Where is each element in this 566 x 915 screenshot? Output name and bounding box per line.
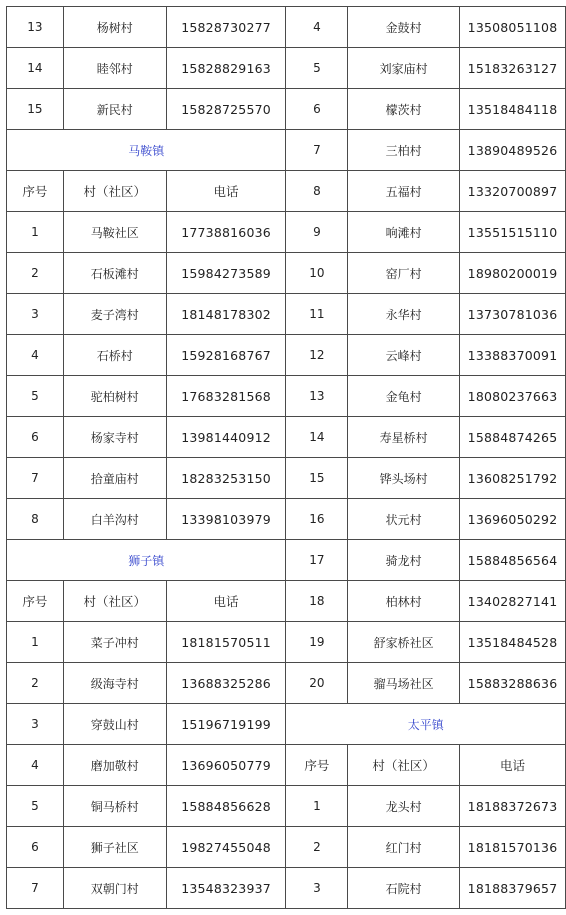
right-phone-cell: 13388370091 bbox=[460, 335, 566, 376]
right-village-cell: 金龟村 bbox=[348, 376, 460, 417]
table-row bbox=[7, 581, 566, 622]
left-seq-cell: 2 bbox=[7, 253, 64, 294]
column-header-seq: 序号 bbox=[7, 581, 64, 622]
right-village-cell: 刘家庙村 bbox=[348, 48, 460, 89]
column-header-phone: 电话 bbox=[460, 745, 566, 786]
right-seq-cell: 5 bbox=[286, 48, 348, 89]
right-village-cell: 龙头村 bbox=[348, 786, 460, 827]
table-row bbox=[7, 7, 566, 48]
left-seq-cell: 14 bbox=[7, 48, 64, 89]
column-header-village: 村（社区） bbox=[348, 745, 460, 786]
left-village-cell: 菜子冲村 bbox=[63, 622, 166, 663]
left-phone-cell: 13548323937 bbox=[166, 868, 286, 909]
right-phone-cell: 13518484118 bbox=[460, 89, 566, 130]
right-village-cell: 三柏村 bbox=[348, 130, 460, 171]
right-village-cell: 响滩村 bbox=[348, 212, 460, 253]
left-village-cell: 马鞍社区 bbox=[63, 212, 166, 253]
right-seq-cell: 14 bbox=[286, 417, 348, 458]
right-seq-cell: 2 bbox=[286, 827, 348, 868]
table-row bbox=[7, 622, 566, 663]
right-phone-cell: 18080237663 bbox=[460, 376, 566, 417]
table-row bbox=[7, 458, 566, 499]
right-village-cell: 五福村 bbox=[348, 171, 460, 212]
left-phone-cell: 17738816036 bbox=[166, 212, 286, 253]
left-village-cell: 新民村 bbox=[63, 89, 166, 130]
table-row bbox=[7, 786, 566, 827]
left-village-cell: 双朝门村 bbox=[63, 868, 166, 909]
left-phone-cell: 15828829163 bbox=[166, 48, 286, 89]
table-row bbox=[7, 376, 566, 417]
right-phone-cell: 13608251792 bbox=[460, 458, 566, 499]
left-village-cell: 狮子社区 bbox=[63, 827, 166, 868]
table-row bbox=[7, 745, 566, 786]
right-phone-cell: 13890489526 bbox=[460, 130, 566, 171]
town-heading-maan: 马鞍镇 bbox=[7, 130, 286, 171]
left-village-cell: 白羊沟村 bbox=[63, 499, 166, 540]
table-row bbox=[7, 130, 566, 171]
left-village-cell: 杨树村 bbox=[63, 7, 166, 48]
right-seq-cell: 13 bbox=[286, 376, 348, 417]
right-seq-cell: 15 bbox=[286, 458, 348, 499]
left-village-cell: 睦邻村 bbox=[63, 48, 166, 89]
right-phone-cell: 18188379657 bbox=[460, 868, 566, 909]
right-phone-cell: 15884856564 bbox=[460, 540, 566, 581]
left-village-cell: 麦子湾村 bbox=[63, 294, 166, 335]
left-seq-cell: 1 bbox=[7, 212, 64, 253]
right-phone-cell: 15883288636 bbox=[460, 663, 566, 704]
right-seq-cell: 18 bbox=[286, 581, 348, 622]
left-village-cell: 穿鼓山村 bbox=[63, 704, 166, 745]
left-seq-cell: 3 bbox=[7, 294, 64, 335]
table-row bbox=[7, 868, 566, 909]
left-seq-cell: 1 bbox=[7, 622, 64, 663]
left-phone-cell: 15884856628 bbox=[166, 786, 286, 827]
right-seq-cell: 6 bbox=[286, 89, 348, 130]
right-phone-cell: 13730781036 bbox=[460, 294, 566, 335]
table-row bbox=[7, 417, 566, 458]
left-phone-cell: 18148178302 bbox=[166, 294, 286, 335]
table-row bbox=[7, 89, 566, 130]
left-phone-cell: 15984273589 bbox=[166, 253, 286, 294]
left-phone-cell: 13688325286 bbox=[166, 663, 286, 704]
left-seq-cell: 4 bbox=[7, 745, 64, 786]
table-row bbox=[7, 827, 566, 868]
right-village-cell: 窑厂村 bbox=[348, 253, 460, 294]
left-village-cell: 铜马桥村 bbox=[63, 786, 166, 827]
left-phone-cell: 13696050779 bbox=[166, 745, 286, 786]
table-row bbox=[7, 171, 566, 212]
left-seq-cell: 6 bbox=[7, 417, 64, 458]
right-village-cell: 寿星桥村 bbox=[348, 417, 460, 458]
right-seq-cell: 11 bbox=[286, 294, 348, 335]
table-row bbox=[7, 294, 566, 335]
table-row bbox=[7, 499, 566, 540]
right-phone-cell: 13508051108 bbox=[460, 7, 566, 48]
village-contact-table bbox=[6, 6, 566, 909]
left-seq-cell: 5 bbox=[7, 376, 64, 417]
right-seq-cell: 17 bbox=[286, 540, 348, 581]
left-seq-cell: 7 bbox=[7, 868, 64, 909]
right-seq-cell: 16 bbox=[286, 499, 348, 540]
table-row bbox=[7, 212, 566, 253]
right-village-cell: 永华村 bbox=[348, 294, 460, 335]
left-seq-cell: 2 bbox=[7, 663, 64, 704]
left-phone-cell: 15196719199 bbox=[166, 704, 286, 745]
left-phone-cell: 17683281568 bbox=[166, 376, 286, 417]
right-seq-cell: 7 bbox=[286, 130, 348, 171]
left-seq-cell: 6 bbox=[7, 827, 64, 868]
right-seq-cell: 9 bbox=[286, 212, 348, 253]
right-seq-cell: 4 bbox=[286, 7, 348, 48]
contact-table-sheet bbox=[6, 6, 566, 909]
right-village-cell: 石院村 bbox=[348, 868, 460, 909]
left-seq-cell: 5 bbox=[7, 786, 64, 827]
left-seq-cell: 4 bbox=[7, 335, 64, 376]
column-header-seq: 序号 bbox=[286, 745, 348, 786]
table-row bbox=[7, 253, 566, 294]
left-village-cell: 驼柏树村 bbox=[63, 376, 166, 417]
left-phone-cell: 15828730277 bbox=[166, 7, 286, 48]
left-seq-cell: 3 bbox=[7, 704, 64, 745]
column-header-seq: 序号 bbox=[7, 171, 64, 212]
column-header-phone: 电话 bbox=[166, 171, 286, 212]
right-phone-cell: 15884874265 bbox=[460, 417, 566, 458]
left-phone-cell: 19827455048 bbox=[166, 827, 286, 868]
right-phone-cell: 13696050292 bbox=[460, 499, 566, 540]
right-phone-cell: 13551515110 bbox=[460, 212, 566, 253]
table-row bbox=[7, 540, 566, 581]
right-village-cell: 骑龙村 bbox=[348, 540, 460, 581]
left-phone-cell: 13398103979 bbox=[166, 499, 286, 540]
left-phone-cell: 18181570511 bbox=[166, 622, 286, 663]
left-village-cell: 石桥村 bbox=[63, 335, 166, 376]
right-phone-cell: 18188372673 bbox=[460, 786, 566, 827]
table-row bbox=[7, 335, 566, 376]
right-seq-cell: 8 bbox=[286, 171, 348, 212]
town-heading-shizi: 狮子镇 bbox=[7, 540, 286, 581]
town-heading-taiping: 太平镇 bbox=[286, 704, 566, 745]
left-seq-cell: 8 bbox=[7, 499, 64, 540]
right-phone-cell: 15183263127 bbox=[460, 48, 566, 89]
right-phone-cell: 13518484528 bbox=[460, 622, 566, 663]
right-village-cell: 红门村 bbox=[348, 827, 460, 868]
table-row bbox=[7, 704, 566, 745]
left-seq-cell: 15 bbox=[7, 89, 64, 130]
right-village-cell: 檬茨村 bbox=[348, 89, 460, 130]
left-village-cell: 级海寺村 bbox=[63, 663, 166, 704]
left-village-cell: 磨加敬村 bbox=[63, 745, 166, 786]
right-phone-cell: 18181570136 bbox=[460, 827, 566, 868]
right-phone-cell: 13320700897 bbox=[460, 171, 566, 212]
column-header-phone: 电话 bbox=[166, 581, 286, 622]
left-phone-cell: 13981440912 bbox=[166, 417, 286, 458]
left-phone-cell: 18283253150 bbox=[166, 458, 286, 499]
right-seq-cell: 10 bbox=[286, 253, 348, 294]
right-seq-cell: 19 bbox=[286, 622, 348, 663]
left-phone-cell: 15828725570 bbox=[166, 89, 286, 130]
right-phone-cell: 13402827141 bbox=[460, 581, 566, 622]
left-village-cell: 石板滩村 bbox=[63, 253, 166, 294]
right-village-cell: 铧头场村 bbox=[348, 458, 460, 499]
right-seq-cell: 3 bbox=[286, 868, 348, 909]
left-phone-cell: 15928168767 bbox=[166, 335, 286, 376]
right-village-cell: 柏林村 bbox=[348, 581, 460, 622]
right-village-cell: 舒家桥社区 bbox=[348, 622, 460, 663]
right-seq-cell: 12 bbox=[286, 335, 348, 376]
column-header-village: 村（社区） bbox=[63, 171, 166, 212]
left-seq-cell: 7 bbox=[7, 458, 64, 499]
right-seq-cell: 1 bbox=[286, 786, 348, 827]
right-village-cell: 骝马场社区 bbox=[348, 663, 460, 704]
column-header-village: 村（社区） bbox=[63, 581, 166, 622]
left-village-cell: 拾童庙村 bbox=[63, 458, 166, 499]
right-phone-cell: 18980200019 bbox=[460, 253, 566, 294]
right-seq-cell: 20 bbox=[286, 663, 348, 704]
right-village-cell: 金鼓村 bbox=[348, 7, 460, 48]
left-village-cell: 杨家寺村 bbox=[63, 417, 166, 458]
left-seq-cell: 13 bbox=[7, 7, 64, 48]
table-row bbox=[7, 48, 566, 89]
right-village-cell: 云峰村 bbox=[348, 335, 460, 376]
table-row bbox=[7, 663, 566, 704]
right-village-cell: 状元村 bbox=[348, 499, 460, 540]
